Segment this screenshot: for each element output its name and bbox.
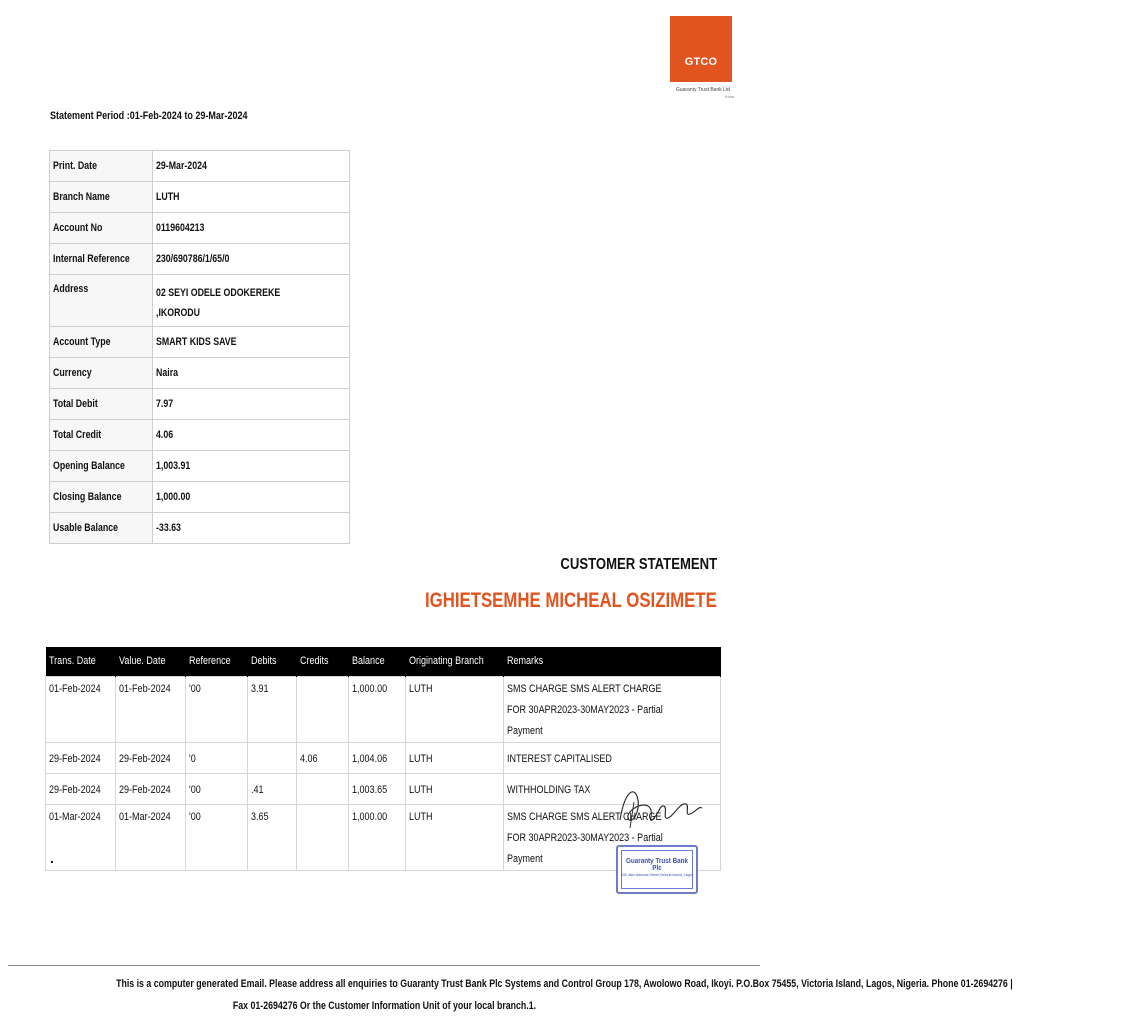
transaction-cell: '00	[186, 676, 248, 742]
transaction-cell: 4.06	[297, 742, 348, 773]
transaction-cell: '00	[186, 804, 248, 870]
transaction-cell: LUTH	[405, 804, 503, 870]
info-row	[50, 358, 350, 389]
transaction-cell: 29-Feb-2024	[46, 773, 116, 804]
info-value: 02 SEYI ODELE ODOKEREKE ,IKORODU	[152, 275, 349, 327]
transaction-cell: 29-Feb-2024	[116, 742, 186, 773]
column-header: Reference	[186, 647, 248, 676]
info-label: Currency	[50, 358, 153, 389]
transaction-cell: 3.91	[248, 676, 297, 742]
logo-subcaption: Know	[725, 95, 734, 99]
info-value: 1,003.91	[152, 451, 349, 482]
info-row	[50, 482, 350, 513]
info-value: 4.06	[152, 420, 349, 451]
statement-period: Statement Period :01-Feb-2024 to 29-Mar-2024	[50, 110, 248, 122]
footer	[4, 973, 1013, 1017]
transaction-cell: 1,003.65	[348, 773, 405, 804]
info-row	[50, 420, 350, 451]
info-label: Account No	[50, 213, 153, 244]
info-label: Total Debit	[50, 389, 153, 420]
info-row	[50, 151, 350, 182]
column-header: Trans. Date	[46, 647, 116, 676]
transaction-cell	[297, 773, 348, 804]
transaction-cell: LUTH	[405, 676, 503, 742]
info-label: Total Credit	[50, 420, 153, 451]
transaction-cell: INTEREST CAPITALISED	[503, 742, 720, 773]
column-header: Value. Date	[116, 647, 186, 676]
transaction-cell: 01-Feb-2024	[46, 676, 116, 742]
info-label: Print. Date	[50, 151, 153, 182]
customer-statement-title: CUSTOMER STATEMENT	[560, 556, 717, 573]
transaction-cell: 1,000.00	[348, 676, 405, 742]
info-value: 29-Mar-2024	[152, 151, 349, 182]
transaction-cell: 01-Feb-2024	[116, 676, 186, 742]
transaction-cell: LUTH	[405, 742, 503, 773]
transaction-cell: '00	[186, 773, 248, 804]
transaction-cell: WITHHOLDING TAX	[503, 773, 720, 804]
transaction-cell: LUTH	[405, 773, 503, 804]
info-value: 7.97	[152, 389, 349, 420]
info-label: Account Type	[50, 327, 153, 358]
transaction-cell: 01-Mar-2024	[46, 804, 116, 870]
info-label: Closing Balance	[50, 482, 153, 513]
column-header: Balance	[348, 647, 405, 676]
transaction-cell: 1,000.00	[348, 804, 405, 870]
footer-line-1: This is a computer generated Email. Please address all enquiries to Guaranty Trust Bank Plc Systems and Control Group 178, Awolowo Road, Ikoyi. P.O.Box 75455, Victoria Island, Lagos, Nigeria. Phone 01-2694276 |	[116, 978, 1013, 990]
transaction-cell: SMS CHARGE SMS ALERT CHARGE FOR 30APR2023-30MAY2023 - Partial Payment	[503, 804, 720, 870]
info-value: LUTH	[152, 182, 349, 213]
footer-divider	[8, 965, 760, 966]
transaction-cell	[297, 804, 348, 870]
info-row	[50, 244, 350, 275]
bank-stamp	[616, 845, 698, 894]
period-mark: .	[50, 850, 54, 866]
column-header: Remarks	[503, 647, 720, 676]
info-row	[50, 275, 350, 327]
info-label: Branch Name	[50, 182, 153, 213]
info-label: Usable Balance	[50, 513, 153, 544]
transaction-cell: 01-Mar-2024	[116, 804, 186, 870]
stamp-address: 635, Akin Adesola Street,Victoria Island, Lagos	[620, 873, 694, 877]
transaction-row	[46, 742, 721, 773]
signature	[590, 780, 710, 840]
info-label: Opening Balance	[50, 451, 153, 482]
info-label: Address	[50, 275, 153, 327]
transaction-cell: 1,004.06	[348, 742, 405, 773]
info-value: SMART KIDS SAVE	[152, 327, 349, 358]
stamp-bank-name: Guaranty Trust Bank Plc	[626, 858, 688, 872]
transaction-cell: '0	[186, 742, 248, 773]
transaction-cell: 29-Feb-2024	[46, 742, 116, 773]
logo-caption: Guaranty Trust Bank Ltd	[675, 87, 731, 93]
info-value: Naira	[152, 358, 349, 389]
column-header: Originating Branch	[405, 647, 503, 676]
footer-line-2: Fax 01-2694276 Or the Customer Information Unit of your local branch.1.	[232, 1000, 536, 1012]
transaction-cell: 29-Feb-2024	[116, 773, 186, 804]
gtco-logo	[670, 16, 732, 82]
customer-name: IGHIETSEMHE MICHEAL OSIZIMETE	[425, 589, 717, 612]
transaction-cell: .41	[248, 773, 297, 804]
account-info-table	[49, 150, 350, 544]
info-row	[50, 182, 350, 213]
info-value: -33.63	[152, 513, 349, 544]
info-row	[50, 213, 350, 244]
logo-text: GTCO	[684, 56, 718, 68]
info-value: 1,000.00	[152, 482, 349, 513]
info-label: Internal Reference	[50, 244, 153, 275]
info-row	[50, 327, 350, 358]
transaction-cell: SMS CHARGE SMS ALERT CHARGE FOR 30APR2023-30MAY2023 - Partial Payment	[503, 676, 720, 742]
info-value: 0119604213	[152, 213, 349, 244]
transaction-cell	[248, 742, 297, 773]
transaction-cell: 3.65	[248, 804, 297, 870]
info-value: 230/690786/1/65/0	[152, 244, 349, 275]
transaction-cell	[297, 676, 348, 742]
transactions-header-row	[46, 647, 721, 676]
info-row	[50, 513, 350, 544]
column-header: Debits	[248, 647, 297, 676]
info-row	[50, 451, 350, 482]
column-header: Credits	[297, 647, 348, 676]
transaction-row	[46, 676, 721, 742]
info-row	[50, 389, 350, 420]
